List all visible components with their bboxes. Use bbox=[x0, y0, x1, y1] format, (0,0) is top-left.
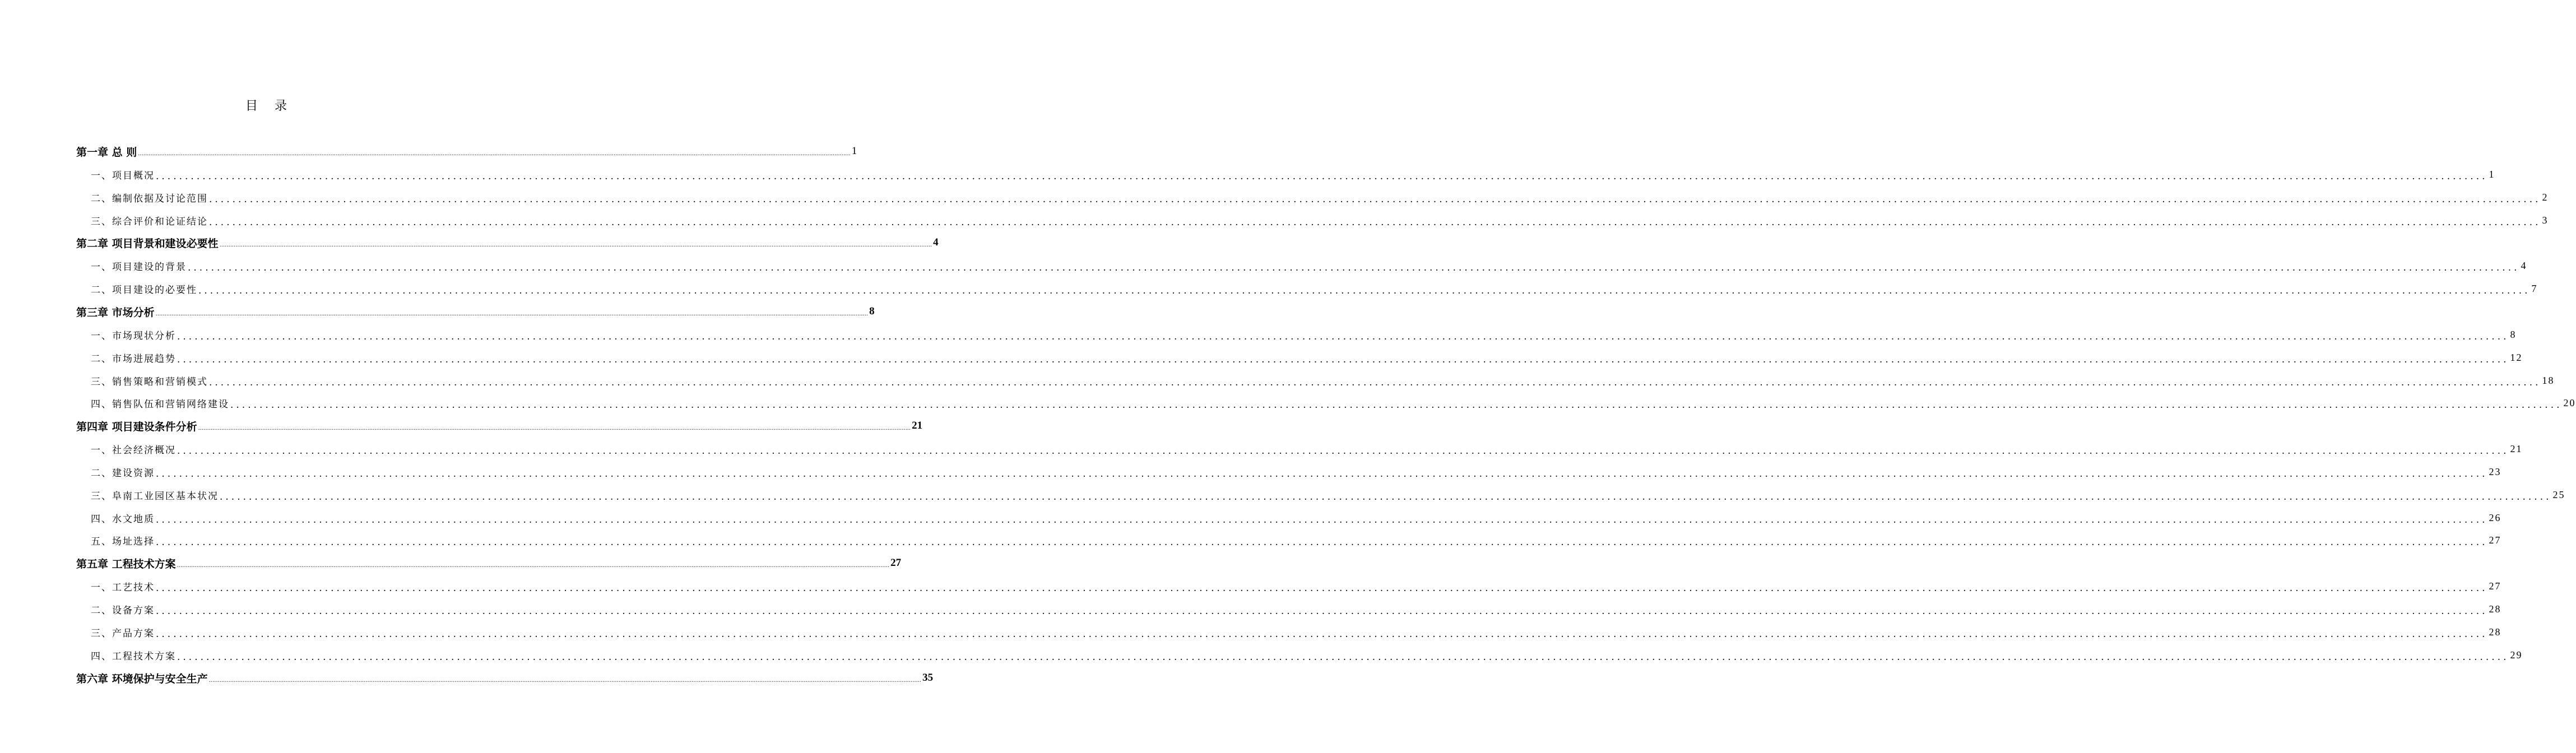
toc-chapter-entry[interactable] bbox=[76, 140, 857, 162]
toc-entry-label: 三、阜南工业园区基本状况 bbox=[91, 490, 219, 502]
toc-section-entry[interactable] bbox=[76, 506, 2501, 529]
toc-section-entry[interactable] bbox=[76, 621, 2501, 643]
toc-entry-label: 四、销售队伍和营销网络建设 bbox=[91, 398, 229, 410]
toc-entry-label: 三、综合评价和论证结论 bbox=[91, 216, 208, 227]
toc-section-entry[interactable] bbox=[76, 186, 2549, 208]
toc-page-number: 4 bbox=[2521, 259, 2527, 271]
toc-entry-label: 二、编制依据及讨论范围 bbox=[91, 193, 208, 204]
toc-section-entry[interactable] bbox=[76, 346, 2523, 369]
toc-section-entry[interactable] bbox=[76, 529, 2501, 551]
dot-leader: ................................................................................................................................................................................................................................................................................................................................................................................................................ bbox=[198, 285, 2531, 296]
toc-entry-label: 一、市场现状分析 bbox=[91, 330, 176, 342]
toc-page-number: 21 bbox=[2510, 443, 2523, 454]
toc-page-number: 3 bbox=[2542, 214, 2549, 226]
dot-leader: ................................................................................................................................................................................................................................................................................................................................................................................................................ bbox=[209, 377, 2541, 388]
toc-section-entry[interactable] bbox=[76, 277, 2538, 300]
toc-page-number: 8 bbox=[869, 305, 875, 317]
toc-page-number: 26 bbox=[2489, 512, 2501, 523]
dot-leader: ................................................................................................................................................................................................................................................................................................................................................................................................................ bbox=[138, 150, 851, 157]
dot-leader: ................................................................................................................................................................................................................................................................................................................................................................................................................ bbox=[177, 445, 2509, 457]
dot-leader: ................................................................................................................................................................................................................................................................................................................................................................................................................ bbox=[156, 171, 2488, 182]
toc-entry-label: 一、工艺技术 bbox=[91, 582, 155, 593]
toc-entry-label: 二、建设资源 bbox=[91, 467, 155, 479]
toc-entry-label: 第五章 工程技术方案 bbox=[76, 557, 176, 570]
toc-entry-label: 二、项目建设的必要性 bbox=[91, 284, 197, 296]
toc-section-entry[interactable] bbox=[76, 323, 2517, 346]
toc-section-entry[interactable] bbox=[76, 392, 2576, 414]
dot-leader: ................................................................................................................................................................................................................................................................................................................................................................................................................ bbox=[177, 331, 2509, 342]
toc-chapter-entry[interactable] bbox=[76, 415, 923, 437]
toc-section-entry[interactable] bbox=[76, 254, 2527, 277]
toc-page-number: 29 bbox=[2510, 649, 2523, 661]
toc-entry-label: 二、设备方案 bbox=[91, 605, 155, 616]
toc-entry-label: 三、产品方案 bbox=[91, 628, 155, 639]
toc-entry-label: 二、市场进展趋势 bbox=[91, 353, 176, 365]
toc-section-entry[interactable] bbox=[76, 575, 2501, 597]
dot-leader: ................................................................................................................................................................................................................................................................................................................................................................................................................ bbox=[177, 562, 890, 569]
toc-page-number: 25 bbox=[2552, 489, 2565, 500]
toc-entry-label: 第六章 环境保护与安全生产 bbox=[76, 672, 208, 685]
toc-section-entry[interactable] bbox=[76, 598, 2501, 620]
toc-section-entry[interactable] bbox=[76, 644, 2523, 666]
dot-leader: ................................................................................................................................................................................................................................................................................................................................................................................................................ bbox=[198, 425, 911, 431]
dot-leader: ................................................................................................................................................................................................................................................................................................................................................................................................................ bbox=[156, 537, 2488, 548]
toc-entry-label: 第一章 总 则 bbox=[76, 146, 137, 159]
dot-leader: ................................................................................................................................................................................................................................................................................................................................................................................................................ bbox=[177, 652, 2509, 663]
toc-entry-label: 一、社会经济概况 bbox=[91, 444, 176, 456]
toc-page-number: 18 bbox=[2542, 374, 2555, 386]
toc-chapter-entry[interactable] bbox=[76, 667, 934, 689]
dot-leader: ................................................................................................................................................................................................................................................................................................................................................................................................................ bbox=[177, 354, 2509, 365]
toc-section-entry[interactable] bbox=[76, 438, 2523, 460]
toc-entry-label: 五、场址选择 bbox=[91, 536, 155, 547]
dot-leader: ................................................................................................................................................................................................................................................................................................................................................................................................................ bbox=[220, 491, 2552, 503]
dot-leader: ................................................................................................................................................................................................................................................................................................................................................................................................................ bbox=[156, 606, 2488, 617]
toc-entry-label: 一、项目概况 bbox=[91, 170, 155, 182]
toc-section-entry[interactable] bbox=[76, 209, 2549, 231]
toc-entry-label: 四、工程技术方案 bbox=[91, 650, 176, 662]
dot-leader: ................................................................................................................................................................................................................................................................................................................................................................................................................ bbox=[230, 399, 2563, 411]
toc-page-number: 28 bbox=[2489, 603, 2501, 615]
toc-chapter-entry[interactable] bbox=[76, 231, 939, 254]
toc-page-number: 1 bbox=[2489, 168, 2495, 180]
toc-section-entry[interactable] bbox=[76, 163, 2495, 185]
dot-leader: ................................................................................................................................................................................................................................................................................................................................................................................................................ bbox=[156, 583, 2488, 594]
toc-page-number: 1 bbox=[851, 145, 857, 157]
toc-title-char-1: 目 bbox=[245, 99, 258, 113]
dot-leader: ................................................................................................................................................................................................................................................................................................................................................................................................................ bbox=[155, 310, 869, 317]
toc-entry-label: 一、项目建设的背景 bbox=[91, 261, 187, 273]
toc-page-number: 21 bbox=[912, 420, 923, 431]
toc-title-char-2: 录 bbox=[275, 99, 287, 113]
toc-page-number: 27 bbox=[890, 557, 902, 569]
dot-leader: ................................................................................................................................................................................................................................................................................................................................................................................................................ bbox=[156, 468, 2488, 480]
toc-page-number: 12 bbox=[2510, 351, 2523, 363]
dot-leader: ................................................................................................................................................................................................................................................................................................................................................................................................................ bbox=[219, 241, 932, 248]
dot-leader: ................................................................................................................................................................................................................................................................................................................................................................................................................ bbox=[156, 629, 2488, 640]
toc-title bbox=[0, 96, 532, 114]
dot-leader: ................................................................................................................................................................................................................................................................................................................................................................................................................ bbox=[208, 677, 922, 684]
toc-entry-label: 第四章 项目建设条件分析 bbox=[76, 420, 197, 433]
toc-section-entry[interactable] bbox=[76, 484, 2565, 506]
toc-page-number: 2 bbox=[2542, 191, 2549, 203]
dot-leader: ................................................................................................................................................................................................................................................................................................................................................................................................................ bbox=[188, 262, 2520, 273]
toc-chapter-entry[interactable] bbox=[76, 300, 875, 323]
toc-page-number: 23 bbox=[2489, 466, 2501, 477]
toc-chapter-entry[interactable] bbox=[76, 552, 902, 574]
toc-entry-label: 四、水文地质 bbox=[91, 513, 155, 525]
toc-page-number: 20 bbox=[2563, 397, 2576, 408]
toc-section-entry[interactable] bbox=[76, 369, 2555, 392]
toc-page-number: 4 bbox=[933, 236, 939, 248]
toc-page-number: 27 bbox=[2489, 580, 2501, 592]
toc-entry-label: 三、销售策略和营销模式 bbox=[91, 376, 208, 388]
dot-leader: ................................................................................................................................................................................................................................................................................................................................................................................................................ bbox=[209, 217, 2541, 228]
toc-entry-label: 第三章 市场分析 bbox=[76, 306, 155, 319]
dot-leader: ................................................................................................................................................................................................................................................................................................................................................................................................................ bbox=[156, 514, 2488, 526]
toc-page-number: 8 bbox=[2510, 328, 2517, 340]
dot-leader: ................................................................................................................................................................................................................................................................................................................................................................................................................ bbox=[209, 194, 2541, 205]
toc-page-number: 7 bbox=[2531, 282, 2538, 294]
toc-page-number: 27 bbox=[2489, 534, 2501, 546]
toc-entry-label: 第二章 项目背景和建设必要性 bbox=[76, 237, 219, 250]
toc-page-number: 28 bbox=[2489, 626, 2501, 638]
toc-section-entry[interactable] bbox=[76, 461, 2501, 483]
toc-page-number: 35 bbox=[922, 672, 934, 684]
